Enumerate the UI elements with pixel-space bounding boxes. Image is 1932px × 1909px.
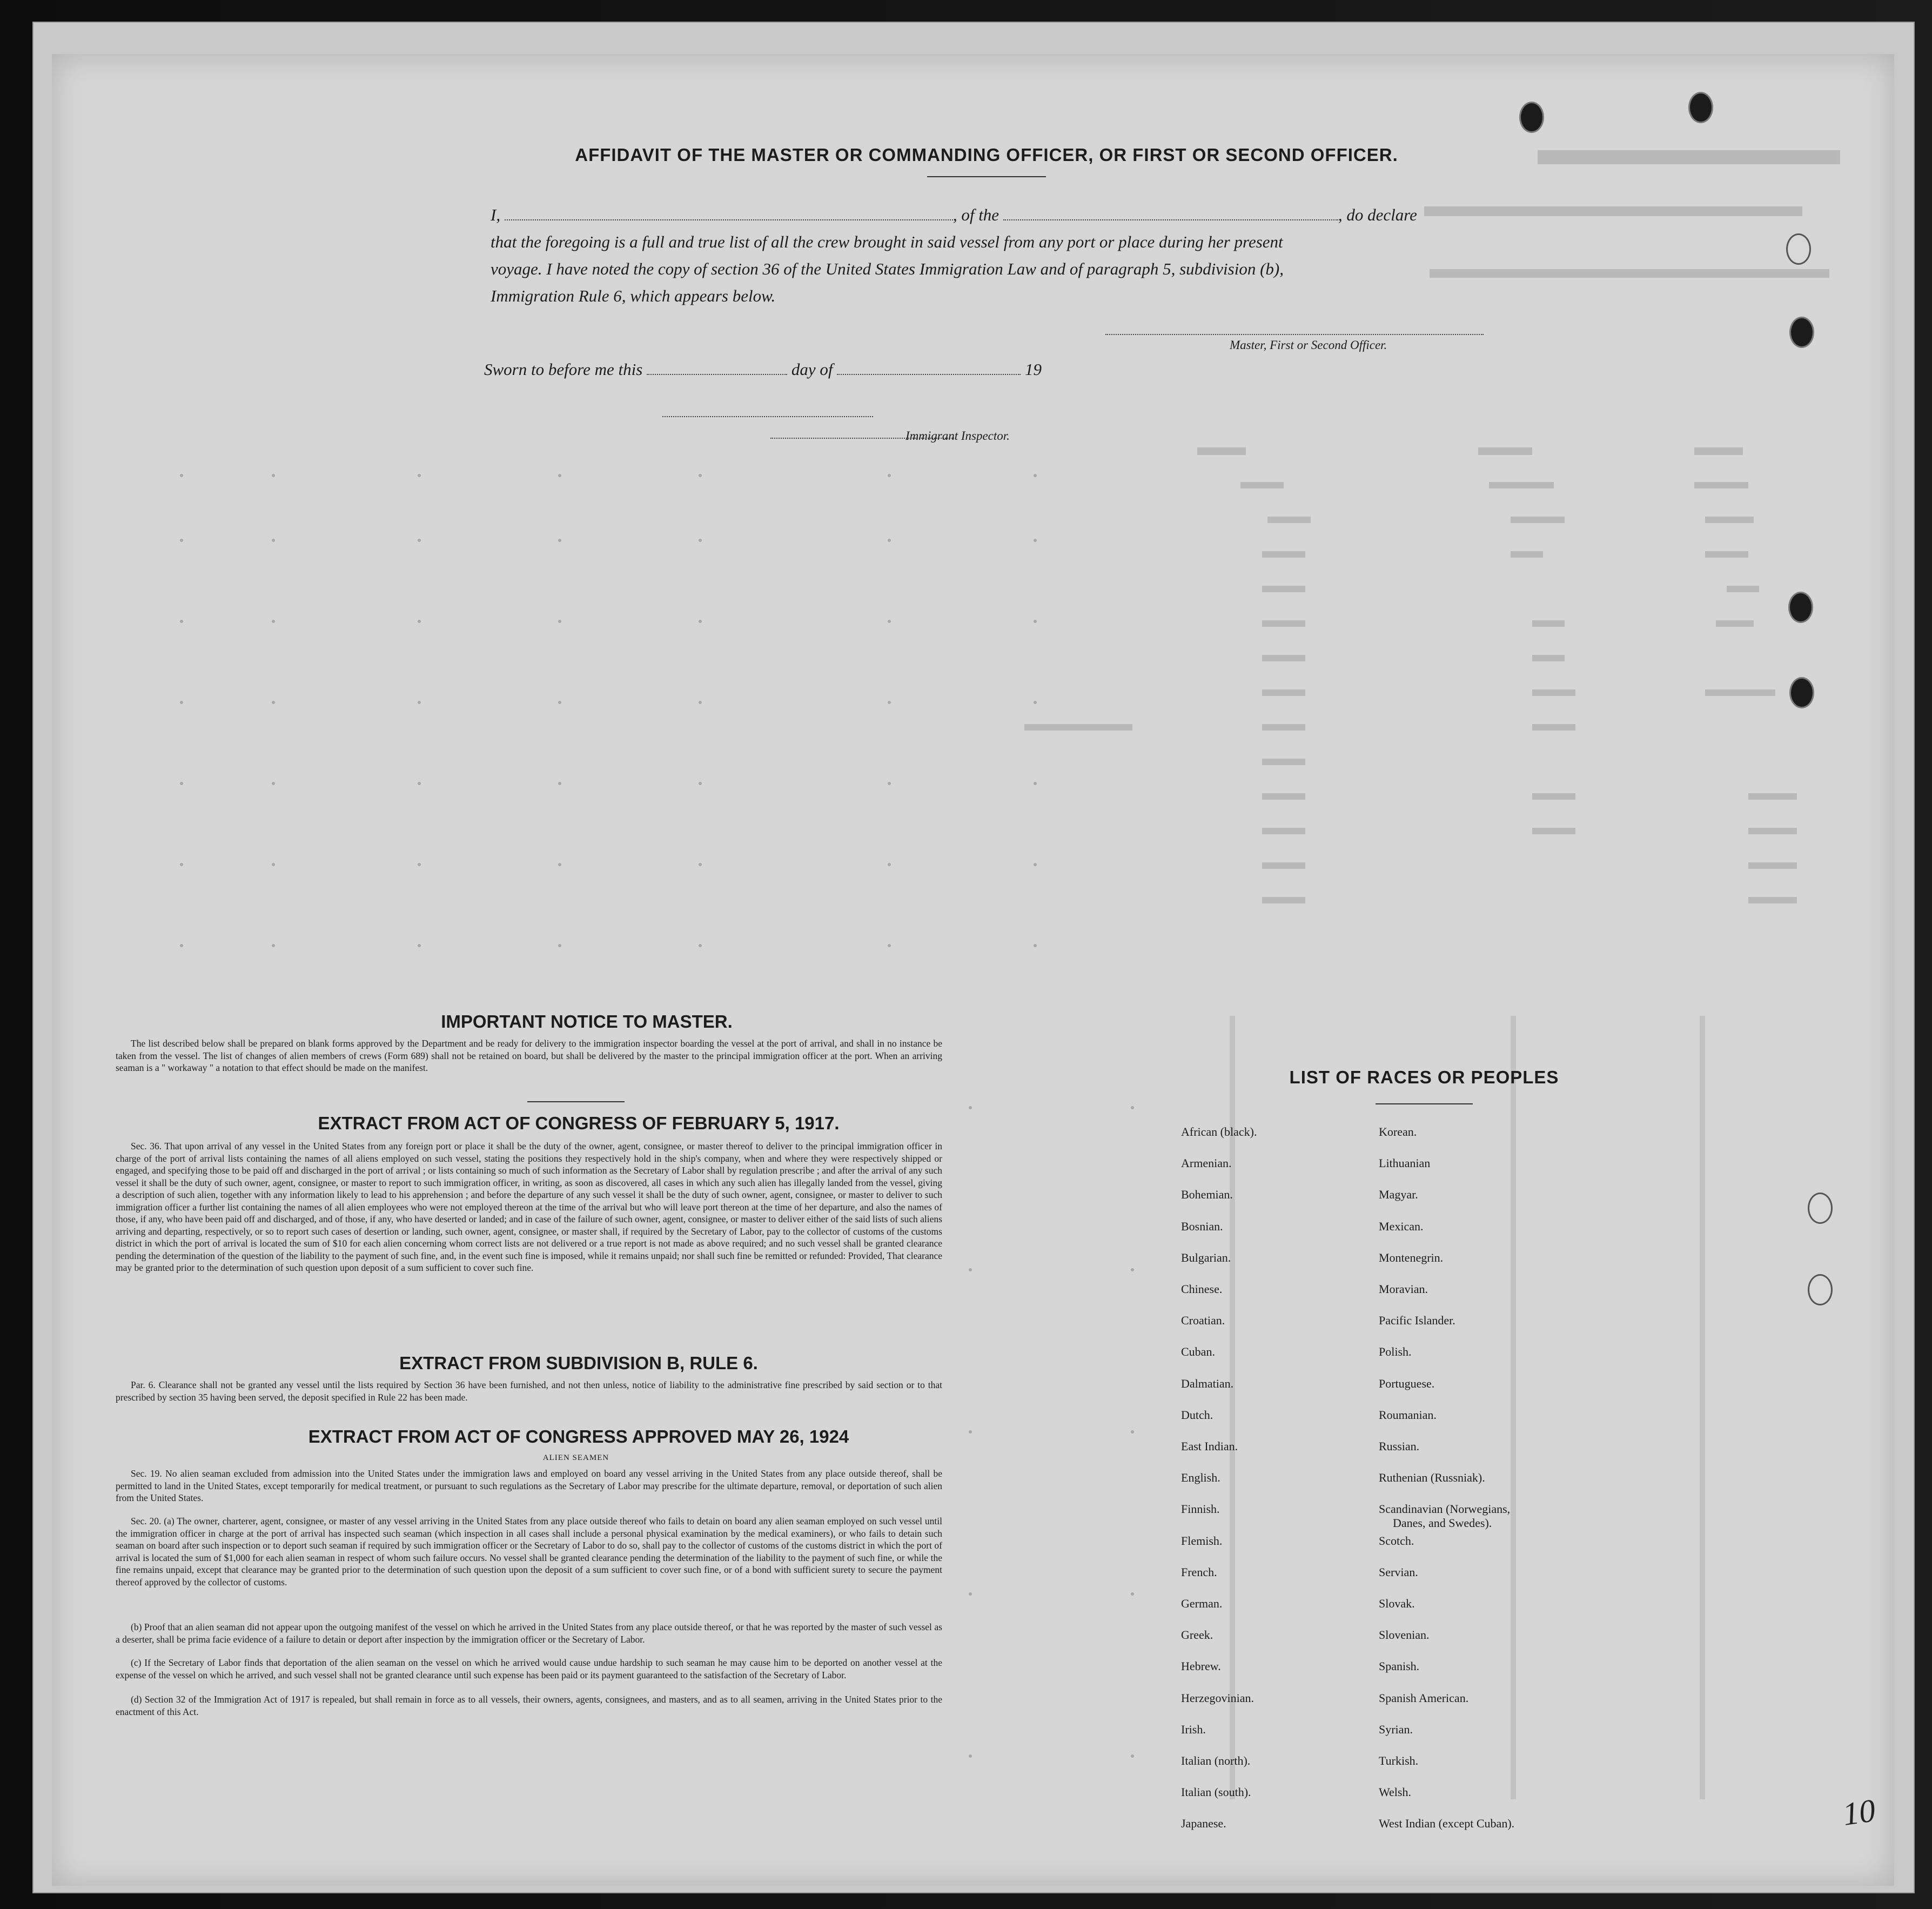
race-item: Pacific Islander. — [1379, 1314, 1455, 1328]
binder-hole — [1789, 317, 1814, 348]
binder-hole — [1808, 1274, 1833, 1305]
declarant-prefix: I, — [491, 205, 501, 224]
race-item: Turkish. — [1379, 1754, 1419, 1767]
race-item: Bulgarian. — [1181, 1250, 1231, 1264]
master-signature-line — [1105, 334, 1484, 335]
race-item: Bohemian. — [1181, 1188, 1233, 1202]
race-item: Irish. — [1181, 1722, 1206, 1736]
race-item: Scandinavian (Norwegians, — [1379, 1502, 1511, 1516]
binder-hole — [1788, 592, 1813, 623]
race-item: Lithuanian — [1379, 1156, 1431, 1170]
race-item: East Indian. — [1181, 1439, 1238, 1453]
race-item: Montenegrin. — [1379, 1250, 1444, 1264]
binder-hole — [1808, 1193, 1833, 1224]
race-item: Dutch. — [1181, 1408, 1213, 1422]
document-page — [52, 54, 1894, 1886]
race-item: Bosnian. — [1181, 1219, 1223, 1233]
race-item: Slovenian. — [1379, 1628, 1430, 1642]
extract-1917-body: Sec. 36. That upon arrival of any vessel in the United States from any foreign port or place it shall be the duty of the owner, agent, consignee, or master thereof to deliver to the principal immigration officer in charge of the port of arrival lists containing the names of all aliens employed on such vessel, stating the positions they respectively hold in the ship's company, when and where they were respectively shipped or engaged, and specifying those to be paid off and discharged in the port of arrival ; or lists containing so much of such information as the Secretary of Labor shall by regulation prescribe ; and after the arrival of any such vessel it shall be the duty of such owner, agent, consignee, or master to report to such immigration officer, in writing, as soon as discovered, all cases in which any such alien has illegally landed from the vessel, giving a description of such alien, together with any information likely to lead to his apprehension ; and before the departure of any such vessel it shall be the duty of such owner, agent, consignee, or master to deliver to such immigration officer a further list containing the names of all alien employees who were not employed thereon at the time of the arrival but who will leave port thereon at the time of her departure, and also the names of those, if any, who have been paid off and discharged, and of those, if any, who have deserted or landed; and in case of the failure of such owner, agent, consignee, or master to deliver either of the said lists of such aliens arriving and departing, respectively, or so to report such cases of desertion or landing, such owner, agent, consignee, or master shall, if required by the Secretary of Labor, pay to the collector of customs of the customs district in which the port of arrival is located the sum of $10 for each alien concerning whom correct lists are not delivered or a true report is not made as above required; and no such vessel shall be granted clearance pending the determination of the question of the liability to the payment of such fine, and, in the event such fine is imposed, while it remains unpaid; nor shall such fine be remitted or refunded: Provided, That clearance may be granted prior to the determination of such question upon deposit of a sum sufficient to cover such fine. — [116, 1141, 942, 1273]
day-of-label: day of — [791, 360, 833, 379]
sworn-label: Sworn to before me this — [484, 360, 643, 379]
sworn-line — [484, 360, 1042, 379]
inspector-label: Immigrant Inspector. — [905, 429, 1010, 443]
race-item: Spanish. — [1379, 1659, 1420, 1673]
race-item: Finnish. — [1181, 1502, 1220, 1516]
declare-label: , do declare — [1338, 205, 1417, 224]
race-item: Hebrew. — [1181, 1659, 1221, 1673]
bleed-through-marks — [52, 54, 1894, 1886]
race-item: Slovak. — [1379, 1597, 1415, 1610]
master-signature-label: Master, First or Second Officer. — [1230, 338, 1387, 352]
extract-rule6-body: Par. 6. Clearance shall not be granted any vessel until the lists required by Section 36 have been furnished, and not then unless, notice of liability to the administrative fine prescribed by said section or to that prescribed by section 35 having been served, the deposit specified in Rule 22 has been made. — [116, 1379, 942, 1403]
race-item: Herzegovinian. — [1181, 1691, 1254, 1705]
affidavit-line-2: that the foregoing is a full and true list of all the crew brought in said vessel from any port or place during her present — [491, 232, 1283, 251]
extract-1924-sec20c: (c) If the Secretary of Labor finds that deportation of the alien seaman on the vessel on which he arrived would cause undue hardship to such seaman he may cause him to be deported on another vessel at the expense of the vessel on which he arrived, and such vessel shall not be granted clearance until such expense has been paid or its payment guaranteed to the satisfaction of the Secretary of Labor. — [116, 1657, 942, 1680]
race-item: Korean. — [1379, 1125, 1417, 1138]
race-item: Russian. — [1379, 1439, 1420, 1453]
year-prefix: 19 — [1024, 360, 1042, 379]
race-item: Syrian. — [1379, 1722, 1413, 1736]
race-item: Mexican. — [1379, 1219, 1424, 1233]
race-item: Spanish American. — [1379, 1691, 1469, 1705]
affidavit-title-rule — [927, 176, 1046, 177]
affidavit-declaration-line — [491, 205, 1417, 225]
binder-hole — [1519, 102, 1544, 133]
race-item: Armenian. — [1181, 1156, 1232, 1170]
race-item: Polish. — [1379, 1345, 1412, 1359]
race-item: West Indian (except Cuban). — [1379, 1817, 1515, 1831]
race-item: Portuguese. — [1379, 1376, 1435, 1390]
race-item: African (black). — [1181, 1125, 1257, 1138]
notice-title: IMPORTANT NOTICE TO MASTER. — [441, 1012, 733, 1031]
vessel-name-blank — [1003, 219, 1338, 220]
race-item: English. — [1181, 1471, 1220, 1485]
race-item: Roumanian. — [1379, 1408, 1437, 1422]
notice-body: The list described below shall be prepared on blank forms approved by the Department and be ready for delivery to the immigration inspector boarding the vessel at the port of arrival, and shall in no instance be taken from the vessel. The list of changes of alien members of crews (Form 689) shall not be retained on board, but shall be delivered by the master to the principal immigration officer at the port. When an arriving seaman is a " workaway " a notation to that effect should be made on the manifest. — [116, 1038, 942, 1073]
extract-1924-sec20d: (d) Section 32 of the Immigration Act of 1917 is repealed, but shall remain in force as to all vessels, their owners, agents, consignees, and masters, and as to all seamen, arriving in the United States prior to the enactment of this Act. — [116, 1694, 942, 1717]
extract-1917-title: EXTRACT FROM ACT OF CONGRESS OF FEBRUARY 5, 1917. — [318, 1113, 840, 1133]
race-item: Moravian. — [1379, 1282, 1428, 1296]
race-item: Ruthenian (Russniak). — [1379, 1471, 1485, 1485]
affidavit-line-4: Immigration Rule 6, which appears below. — [491, 286, 776, 305]
sworn-month-blank — [837, 374, 1021, 375]
race-item: Italian (north). — [1181, 1754, 1251, 1767]
race-item: German. — [1181, 1597, 1223, 1610]
races-title-rule — [1376, 1103, 1473, 1104]
binder-hole — [1789, 677, 1814, 708]
extract-rule6-title: EXTRACT FROM SUBDIVISION B, RULE 6. — [399, 1353, 758, 1373]
extract-1924-sec19: Sec. 19. No alien seaman excluded from admission into the United States under the immigration laws and employed on board any vessel arriving in the United States from any place outside thereof, shall be permitted to land in the United States, except temporarily for medical treatment, or pursuant to such regulations as the Secretary of Labor may prescribe for the ultimate departure, removal, or deportation of such alien from the United States. — [116, 1468, 942, 1503]
handwritten-page-number: 10 — [1840, 1792, 1878, 1832]
race-item: Flemish. — [1181, 1533, 1223, 1548]
race-item: Servian. — [1379, 1565, 1418, 1579]
of-the-label: , of the — [952, 205, 999, 224]
affidavit-line-3: voyage. I have noted the copy of section 36 of the United States Immigration Law and of paragraph 5, subdivision (b), — [491, 259, 1284, 278]
race-item-continuation: Danes, and Swedes). — [1393, 1516, 1492, 1530]
notice-divider — [527, 1101, 625, 1102]
sworn-day-blank — [647, 374, 787, 375]
inspector-signature-line-upper — [662, 416, 873, 417]
race-item: Scotch. — [1379, 1533, 1414, 1548]
alien-seamen-subtitle: ALIEN SEAMEN — [542, 1453, 609, 1462]
race-item: Welsh. — [1379, 1785, 1411, 1799]
race-item: French. — [1181, 1565, 1217, 1579]
extract-1924-sec20a: Sec. 20. (a) The owner, charterer, agent, consignee, or master of any vessel arriving in the United States from any place outside thereof who fails to detain on board any alien seaman employed on such vessel until the immigration officer in charge at the port of arrival has inspected such seaman (which inspection in all cases shall include a personal physical examination by the medical examiners), or who fails to detain such seaman on board after such inspection or to deport such seaman if required by such immigration officer or the Secretary of Labor to do so, shall pay to the collector of customs of the customs district in which the port of arrival is located the sum of $1,000 for each alien seaman in respect of whom such failure occurs. No vessel shall be granted clearance pending the determination of the liability to the payment of such fine, or while the fine remains unpaid, except that clearance may be granted prior to the determination of such question upon the deposit of a sum sufficient to cover such fine, or of a bond with sufficient surety to secure the payment thereof approved by the collector of customs. — [116, 1516, 942, 1588]
race-item: Greek. — [1181, 1628, 1213, 1642]
races-title: LIST OF RACES OR PEOPLES — [1289, 1067, 1559, 1087]
race-item: Dalmatian. — [1181, 1376, 1234, 1390]
affidavit-title: AFFIDAVIT OF THE MASTER OR COMMANDING OFFICER, OR FIRST OR SECOND OFFICER. — [575, 145, 1398, 165]
binder-hole — [1786, 233, 1811, 265]
race-item: Croatian. — [1181, 1314, 1225, 1328]
race-item: Italian (south). — [1181, 1785, 1251, 1799]
race-item: Magyar. — [1379, 1188, 1418, 1202]
extract-1924-title: EXTRACT FROM ACT OF CONGRESS APPROVED MAY 26, 1924 — [308, 1426, 849, 1446]
binder-hole — [1688, 92, 1713, 123]
extract-1924-sec20b: (b) Proof that an alien seaman did not appear upon the outgoing manifest of the vessel on which he arrived in the United States from any place outside thereof, or that he was reported by the master of such vessel as a deserter, shall be prima facie evidence of a failure to detain or deport after inspection by the immigration officer or the Secretary of Labor. — [116, 1622, 942, 1645]
race-item: Chinese. — [1181, 1282, 1223, 1296]
declarant-name-blank — [505, 219, 953, 220]
race-item: Japanese. — [1181, 1817, 1226, 1831]
race-item: Cuban. — [1181, 1345, 1215, 1359]
